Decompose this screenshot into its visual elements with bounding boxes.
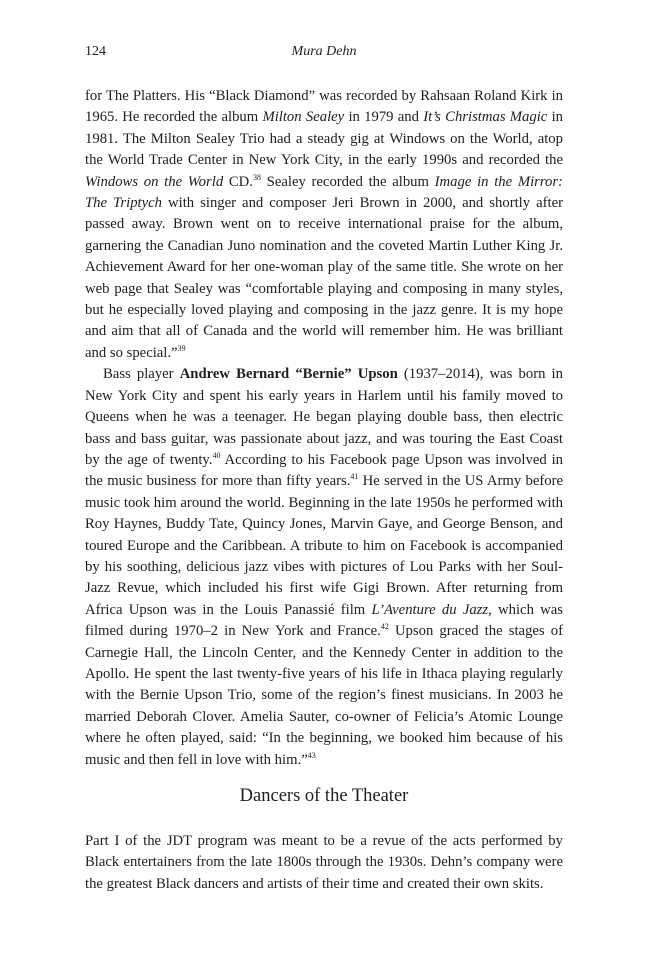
text-run: for The Platters. His “Black Diamond” was recorded by Rahsaan Roland Kirk in 1965. He recorded the album <box>85 88 563 126</box>
body-text <box>85 86 563 771</box>
album-title: Milton Sealey <box>262 109 345 126</box>
text-run: Bass player <box>103 366 180 383</box>
text-run: CD. <box>223 173 253 190</box>
footnote-ref[interactable]: 43 <box>307 750 316 760</box>
text-run: with singer and composer Jeri Brown in 2000, and shortly after passed away. Brown went on to receive international praise for the album, garnering the Canadian Juno nomination and the coveted Martin Luther King Jr. Achievement Award for her one-woman play of the same title. She wrote on her web page that Sealey was “comfortable playing and composing in many styles, but he especially loved playing and composing in the jazz genre. It is my hope and aim that all of Canada and the world will remember him. He was brilliant and so special.” <box>85 195 563 361</box>
person-name: Andrew Bernard “Bernie” Upson <box>179 366 398 383</box>
text-run: (1937–2014), was born in New York City and spent his early years in Harlem until his family moved to Queens when he was a teenager. He began playing double bass, then electric bass and bass guitar, was passionate about jazz, and was touring the East Coast by the age of twenty. <box>85 366 563 468</box>
footnote-ref[interactable]: 40 <box>212 450 221 460</box>
text-run: in 1979 and <box>344 109 424 126</box>
album-title: It’s Christmas Magic <box>423 109 548 126</box>
section-body <box>85 831 563 895</box>
text-run: According to his Facebook page Upson was involved in the music business for more than fifty years. <box>85 451 563 490</box>
footnote-ref[interactable]: 39 <box>177 343 186 353</box>
text-run: He served in the US Army before music took him around the world. Beginning in the late 1950s he performed with Roy Haynes, Buddy Tate, Quincy Jones, Marvin Gaye, and George Benson, and toured Europe and the Caribbean. A tribute to him on Facebook is accompanied by his soothing, delicious jazz vibes with pictures of Lou Parks with her Soul-Jazz Revue, which included his first wife Gigi Brown. After returning from Africa Upson was in the Louis Panassié film <box>85 473 563 618</box>
album-title: Windows on the World <box>85 173 224 190</box>
text-run: Sealey recorded the album <box>260 173 435 190</box>
album-title: Image in the Mirror: The Triptych <box>85 173 563 212</box>
footnote-ref[interactable]: 41 <box>350 472 359 482</box>
page-number: 124 <box>85 44 106 59</box>
text-run: in 1981. The Milton Sealey Trio had a steady gig at Windows on the World, atop the World Trade Center in New York City, in the early 1990s and recorded the <box>85 109 564 169</box>
footnote-ref[interactable]: 42 <box>380 622 389 632</box>
section-heading: Dancers of the Theater <box>239 786 409 806</box>
film-title: L’Aventure du Jazz <box>371 601 489 618</box>
text-run: Upson graced the stages of Carnegie Hall, the Lincoln Center, and the Kennedy Center in addition to the Apollo. He spent the last twenty-five years of his life in Ithaca playing regularly with the Bernie Upson Trio, some of the region’s finest musicians. In 2003 he married Deborah Clover. Amelia Sauter, co-owner of Felicia’s Atomic Lounge where he often played, said: “In the beginning, we booked him because of his music and then fell in love with him.” <box>85 623 564 768</box>
paragraph-bernie-upson <box>85 364 563 771</box>
text-run: , which was filmed during 1970–2 in New York and France. <box>85 601 563 640</box>
running-head: Mura Dehn <box>291 44 357 59</box>
page-header <box>85 44 563 64</box>
footnote-ref[interactable]: 38 <box>252 172 261 182</box>
paragraph-milton-sealey <box>85 86 563 364</box>
paragraph-jdt-program: Part I of the JDT program was meant to be a revue of the acts performed by Black entertainers from the late 1800s through the 1930s. Dehn’s company were the greatest Black dancers and artists of their time and created their own skits. <box>85 833 563 892</box>
